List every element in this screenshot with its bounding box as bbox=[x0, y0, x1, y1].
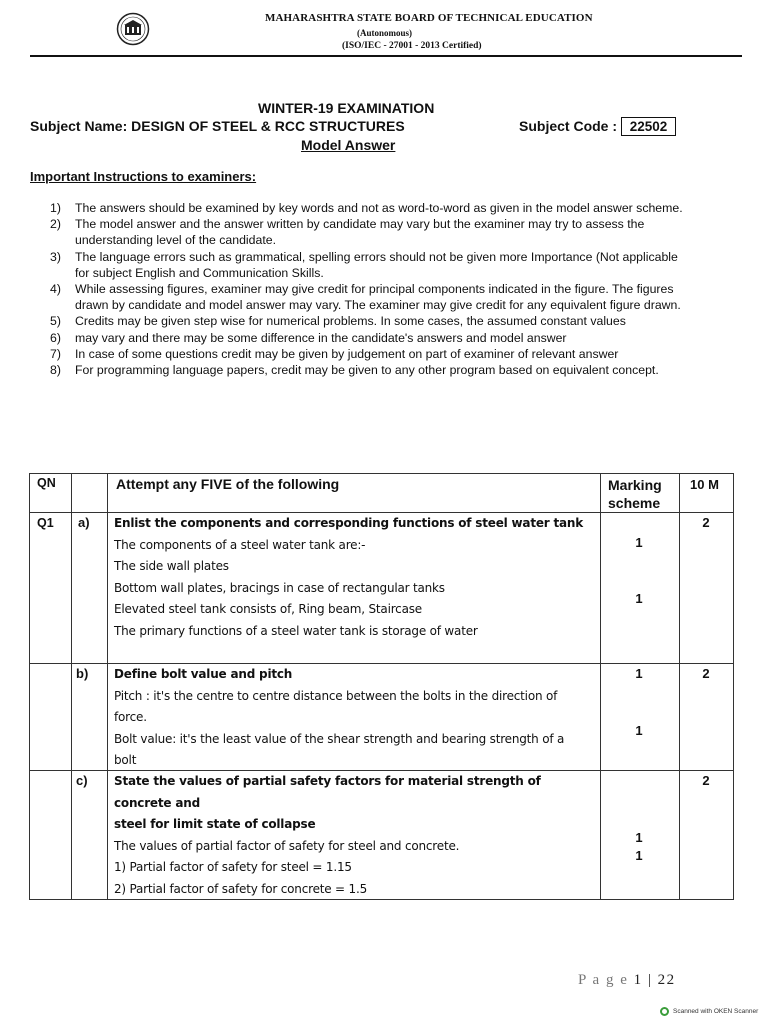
page-number: P a g e 1 | 22 bbox=[578, 972, 676, 988]
page-header bbox=[0, 0, 768, 60]
answer-line: The primary functions of a steel water tank is storage of water bbox=[114, 623, 478, 638]
mark-value: 1 bbox=[635, 723, 643, 738]
instructions-title: Important Instructions to examiners: bbox=[30, 169, 257, 184]
table-border bbox=[679, 473, 680, 900]
instruction-item: 5) Credits may be given step wise for numerical problems. In some cases, the assumed constant values bbox=[50, 314, 626, 329]
exam-title: WINTER-19 EXAMINATION bbox=[258, 100, 435, 116]
col-header-total: 10 M bbox=[690, 477, 719, 492]
sub-question-b-label: b) bbox=[76, 666, 89, 681]
table-border bbox=[71, 473, 72, 900]
mark-value: 1 bbox=[635, 591, 643, 606]
table-border bbox=[107, 473, 108, 900]
question-number: Q1 bbox=[37, 516, 54, 530]
table-border bbox=[733, 473, 734, 900]
total-mark: 2 bbox=[702, 666, 710, 681]
instruction-item: 4) While assessing figures, examiner may give credit for principal components indicated in the figure. The figures drawn by candidate and model answer may vary. The examiner may give credit for any equivalent figure drawn. bbox=[50, 282, 681, 313]
answer-line: 2) Partial factor of safety for concrete = 1.5 bbox=[114, 881, 368, 896]
scanner-logo-icon bbox=[660, 1007, 669, 1016]
question-text: Define bolt value and pitch bbox=[114, 667, 293, 681]
col-header-marking: Marking scheme bbox=[608, 477, 662, 511]
total-mark: 2 bbox=[702, 773, 710, 788]
subject-code: 22502 bbox=[621, 117, 676, 136]
instruction-item: 8) For programming language papers, credit may be given to any other program based on equivalent concept. bbox=[50, 363, 659, 378]
instruction-item: 6) may vary and there may be some difference in the candidate's answers and model answer bbox=[50, 330, 567, 345]
table-border bbox=[29, 473, 734, 474]
iso-certification: (ISO/IEC - 27001 - 2013 Certified) bbox=[342, 41, 482, 51]
question-text: steel for limit state of collapse bbox=[114, 817, 316, 831]
sub-question-a-label: a) bbox=[78, 515, 90, 530]
answer-line: 1) Partial factor of safety for steel = 1.15 bbox=[114, 860, 352, 874]
msbte-logo-icon bbox=[116, 12, 150, 46]
sub-question-c-answer bbox=[114, 771, 598, 900]
answer-line: Bolt value: it's the least value of the shear strength and bearing strength of a bbox=[114, 731, 565, 746]
model-answer-title: Model Answer bbox=[301, 137, 396, 153]
answer-line: bolt bbox=[114, 753, 137, 767]
subject-code-label: Subject Code : bbox=[519, 118, 618, 134]
mark-value: 1 bbox=[635, 848, 643, 863]
sub-question-b-answer bbox=[114, 664, 598, 772]
answer-line: Pitch : it's the centre to centre distance between the bolts in the direction of bbox=[114, 688, 558, 703]
answer-line: Bottom wall plates, bracings in case of rectangular tanks bbox=[114, 580, 445, 595]
col-header-qn: QN bbox=[37, 476, 56, 490]
autonomous-label: (Autonomous) bbox=[357, 28, 413, 38]
board-name: MAHARASHTRA STATE BOARD OF TECHNICAL EDUCATION bbox=[265, 12, 593, 24]
sub-question-c-label: c) bbox=[76, 773, 88, 788]
question-text: Enlist the components and corresponding functions of steel water tank bbox=[114, 516, 584, 530]
question-text: State the values of partial safety factors for material strength of concrete and bbox=[114, 774, 541, 810]
instruction-item: 3) The language errors such as grammatical, spelling errors should not be given more Importance (Not applicable for subject English and Communication Skills. bbox=[50, 249, 678, 280]
header-divider bbox=[30, 55, 742, 57]
answer-line: The side wall plates bbox=[114, 559, 229, 573]
instruction-item: 1) The answers should be examined by key words and not as word-to-word as given in the model answer scheme. bbox=[50, 201, 683, 215]
answer-line: Elevated steel tank consists of, Ring beam, Staircase bbox=[114, 602, 422, 616]
total-mark: 2 bbox=[702, 515, 710, 530]
table-border bbox=[600, 473, 601, 900]
mark-value: 1 bbox=[635, 666, 643, 681]
scanner-watermark: Scanned with OKEN Scanner bbox=[660, 1007, 758, 1016]
sub-question-a-answer bbox=[114, 513, 598, 642]
instructions-list bbox=[30, 200, 690, 378]
answer-line: The values of partial factor of safety for steel and concrete. bbox=[114, 838, 460, 853]
instruction-item: 7) In case of some questions credit may be given by judgement on part of examiner of relevant answer bbox=[50, 346, 619, 361]
answer-line: force. bbox=[114, 710, 147, 724]
answer-table bbox=[29, 473, 734, 900]
mark-value: 1 bbox=[635, 830, 643, 845]
col-header-attempt: Attempt any FIVE of the following bbox=[116, 476, 340, 492]
subject-name: Subject Name: DESIGN OF STEEL & RCC STRUCTURES bbox=[30, 118, 405, 134]
mark-value: 1 bbox=[635, 535, 643, 550]
instruction-item: 2) The model answer and the answer written by candidate may vary but the examiner may try to assess the understanding level of the candidate. bbox=[50, 217, 645, 248]
table-border bbox=[29, 473, 30, 900]
answer-line: The components of a steel water tank are:- bbox=[114, 537, 366, 552]
